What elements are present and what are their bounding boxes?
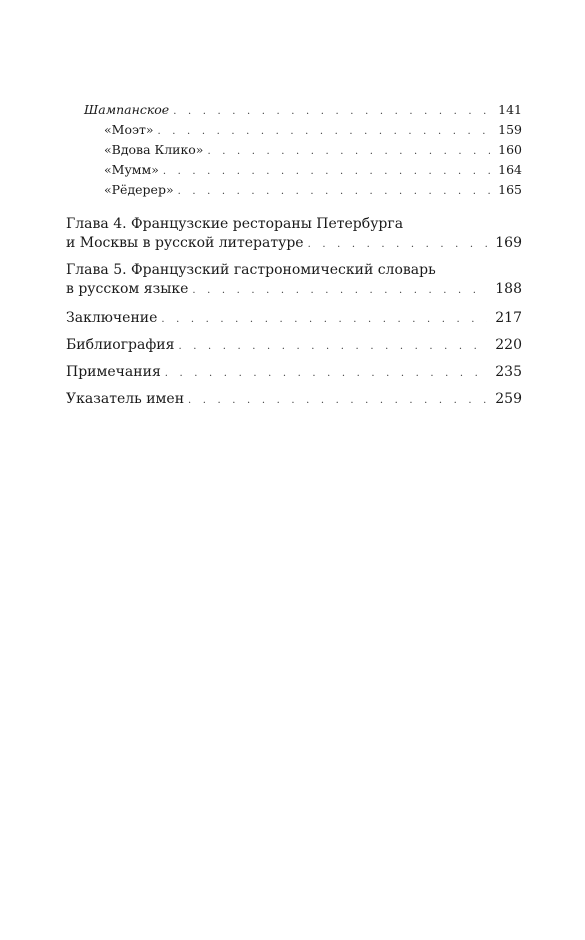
- toc-entry-page: 141: [498, 102, 522, 117]
- toc-entry-mumm: [66, 161, 522, 181]
- toc-entry-roederer: [66, 181, 522, 201]
- dot-leader: [161, 311, 487, 329]
- dot-leader: [165, 365, 487, 383]
- toc-entry-page: 160: [498, 142, 522, 157]
- table-of-contents: [66, 101, 522, 410]
- toc-entry-title: «Вдова Клико»: [104, 142, 204, 157]
- toc-entry-title: Шампанское: [84, 102, 170, 117]
- toc-entry-name-index: [66, 390, 522, 410]
- dot-leader: [173, 103, 490, 121]
- toc-entry-page: 217: [495, 310, 522, 326]
- dot-leader: [163, 163, 490, 181]
- toc-entry-title: «Моэт»: [104, 122, 154, 137]
- toc-entry-page: 220: [495, 337, 522, 353]
- toc-entry-page: 259: [495, 391, 522, 407]
- toc-entry-title: Заключение: [66, 310, 158, 326]
- dot-leader: [207, 143, 490, 161]
- toc-entry-page: 165: [498, 182, 522, 197]
- toc-entry-page: 188: [495, 281, 522, 297]
- toc-entry-page: 159: [498, 122, 522, 137]
- toc-entry-champagne: [66, 101, 522, 121]
- toc-entry-title: Указатель имен: [66, 391, 185, 407]
- dot-leader: [188, 392, 487, 410]
- toc-entry-title-line1: Глава 5. Французский гастрономический словарь: [66, 262, 436, 278]
- toc-entry-title-line2: и Москвы в русской литературе: [66, 235, 304, 251]
- toc-entry-title-line1: Глава 4. Французские рестораны Петербурга: [66, 216, 404, 232]
- toc-entry-conclusion: [66, 309, 522, 329]
- toc-entry-page: 169: [495, 235, 522, 251]
- toc-entry-title: Примечания: [66, 364, 161, 380]
- toc-entry-page: 164: [498, 162, 522, 177]
- dot-leader: [308, 235, 488, 254]
- toc-entry-bibliography: [66, 336, 522, 356]
- toc-entry-title-line2: в русском языке: [66, 281, 189, 297]
- toc-entry-chapter-5: [66, 261, 522, 300]
- dot-leader: [178, 338, 487, 356]
- toc-entry-notes: [66, 363, 522, 383]
- toc-entry-moet: [66, 121, 522, 141]
- toc-entry-chapter-4: [66, 215, 522, 254]
- toc-entry-veuve-clicquot: [66, 141, 522, 161]
- dot-leader: [158, 123, 491, 141]
- toc-entry-page: 235: [495, 364, 522, 380]
- toc-entry-title: «Рёдерер»: [104, 182, 174, 197]
- toc-entry-title: «Мумм»: [104, 162, 159, 177]
- toc-entry-title: Библиография: [66, 337, 175, 353]
- dot-leader: [178, 183, 491, 201]
- dot-leader: [192, 281, 487, 300]
